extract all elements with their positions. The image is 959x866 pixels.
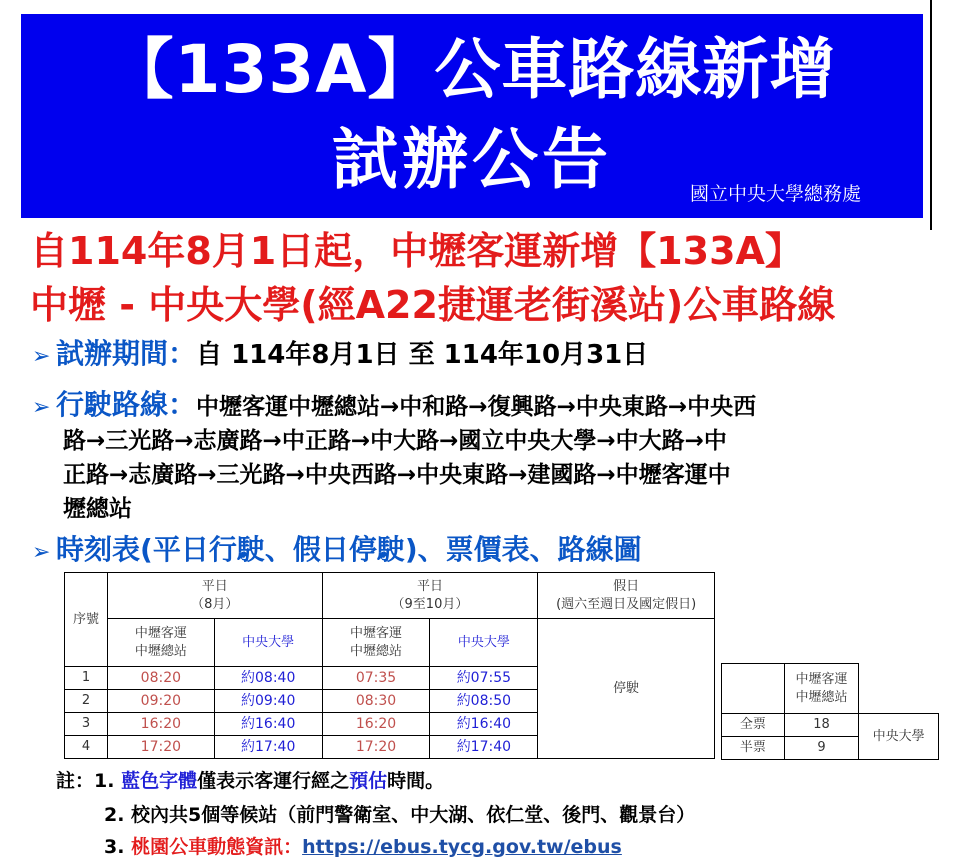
weekday-aug-header-line2: （8月） [191, 596, 239, 612]
weekday-sepoct-header-line2: （9至10月） [391, 596, 469, 612]
route-text-line4: 壢總站 [63, 496, 132, 522]
fare-empty-cell [859, 664, 939, 714]
note-prefix: 註： [56, 770, 95, 792]
fare-table [721, 663, 939, 760]
sepoct-arrival-time: 約08:50 [430, 690, 538, 713]
schedule-heading: 時刻表(平日行駛、假日停駛)、票價表、路線圖 [56, 533, 642, 566]
note-3-label: 桃園公車動態資訊： [131, 836, 303, 858]
row-number: 4 [65, 736, 108, 759]
schedule-table [64, 572, 715, 759]
route-text-line2: 路→三光路→志廣路→中正路→中大路→國立中央大學→中大路→中 [63, 428, 727, 454]
note-2-text: 2. 校內共5個等候站（前門警衛室、中大湖、依仁堂、後門、觀景台） [104, 804, 696, 826]
stop-header-zhongli-aug [107, 619, 214, 667]
banner-title-line2: 試辦公告 [332, 121, 612, 198]
sepoct-arrival-time: 約07:55 [430, 667, 538, 690]
half-fare-label: 半票 [722, 737, 785, 760]
stop-name-line2: 中壢總站 [350, 643, 403, 659]
sepoct-departure-time: 17:20 [322, 736, 430, 759]
bullet-arrow-icon: ➢ [32, 395, 51, 420]
note-1-blue-text: 藍色字體 [121, 770, 198, 792]
schedule-heading-row [32, 534, 642, 570]
weekday-aug-header [107, 573, 322, 619]
route-label: 行駛路線： [56, 388, 197, 421]
bullet-arrow-icon: ➢ [32, 344, 51, 369]
note-1-estimate: 預估 [349, 770, 388, 792]
full-fare-price: 18 [784, 714, 859, 737]
banner-edge-line [930, 0, 932, 230]
headline-line2: 中壢 - 中央大學(經A22捷運老街溪站)公車路線 [30, 283, 836, 327]
aug-arrival-time: 約08:40 [214, 667, 322, 690]
trial-period-value: 自 114年8月1日 至 114年10月31日 [196, 340, 649, 370]
route-text-line1: 中壢客運中壢總站→中和路→復興路→中央東路→中央西 [196, 394, 757, 420]
aug-arrival-time: 約16:40 [214, 713, 322, 736]
ebus-link[interactable]: https://ebus.tycg.gov.tw/ebus [302, 836, 622, 858]
note-1-end: 時間。 [387, 770, 445, 792]
note-1 [56, 768, 444, 794]
holiday-header [538, 573, 715, 619]
headline-line1: 自114年8月1日起，中壢客運新增【133A】 [30, 229, 803, 273]
aug-arrival-time: 約09:40 [214, 690, 322, 713]
sepoct-departure-time: 08:30 [322, 690, 430, 713]
weekday-sepoct-header-line1: 平日 [416, 578, 443, 594]
row-number: 2 [65, 690, 108, 713]
holiday-header-line2: (週六至週日及國定假日) [556, 596, 697, 612]
stop-header-ncu-sepoct: 中央大學 [430, 619, 538, 667]
full-fare-label: 全票 [722, 714, 785, 737]
issuing-office: 國立中央大學總務處 [690, 183, 862, 205]
sepoct-arrival-time: 約16:40 [430, 713, 538, 736]
note-3-number: 3. [104, 836, 132, 858]
aug-arrival-time: 約17:40 [214, 736, 322, 759]
row-number: 3 [65, 713, 108, 736]
note-1-middle: 僅表示客運行經之 [197, 770, 350, 792]
trial-period-row [32, 338, 648, 374]
bullet-arrow-icon: ➢ [32, 540, 51, 565]
fare-blank-corner [722, 664, 785, 714]
holiday-header-line1: 假日 [613, 578, 640, 594]
fare-origin-line1: 中壢客運 [795, 671, 848, 687]
stop-header-ncu-aug: 中央大學 [214, 619, 322, 667]
sepoct-departure-time: 16:20 [322, 713, 430, 736]
stop-name-line2: 中壢總站 [134, 643, 187, 659]
weekday-aug-header-line1: 平日 [201, 578, 228, 594]
fare-origin-cell [784, 664, 859, 714]
sepoct-arrival-time: 約17:40 [430, 736, 538, 759]
aug-departure-time: 17:20 [107, 736, 214, 759]
note-1-number: 1. [94, 770, 122, 792]
aug-departure-time: 08:20 [107, 667, 214, 690]
aug-departure-time: 09:20 [107, 690, 214, 713]
holiday-status-cell: 停駛 [538, 619, 715, 759]
note-2 [104, 802, 695, 828]
route-row [32, 389, 756, 425]
note-3 [104, 834, 622, 860]
fare-origin-line2: 中壢總站 [795, 689, 848, 705]
sepoct-departure-time: 07:35 [322, 667, 430, 690]
stop-name-line1: 中壢客運 [134, 625, 187, 641]
weekday-sepoct-header [322, 573, 538, 619]
trial-period-label: 試辦期間： [56, 337, 197, 370]
fare-destination: 中央大學 [859, 714, 939, 760]
stop-name-line1: 中壢客運 [350, 625, 403, 641]
banner-title-line1: 【133A】公車路線新增 [107, 31, 837, 108]
stop-header-zhongli-sepoct [322, 619, 430, 667]
route-text-line3: 正路→志廣路→三光路→中央西路→中央東路→建國路→中壢客運中 [63, 462, 731, 488]
col-number-header: 序號 [65, 573, 108, 667]
row-number: 1 [65, 667, 108, 690]
aug-departure-time: 16:20 [107, 713, 214, 736]
half-fare-price: 9 [784, 737, 859, 760]
